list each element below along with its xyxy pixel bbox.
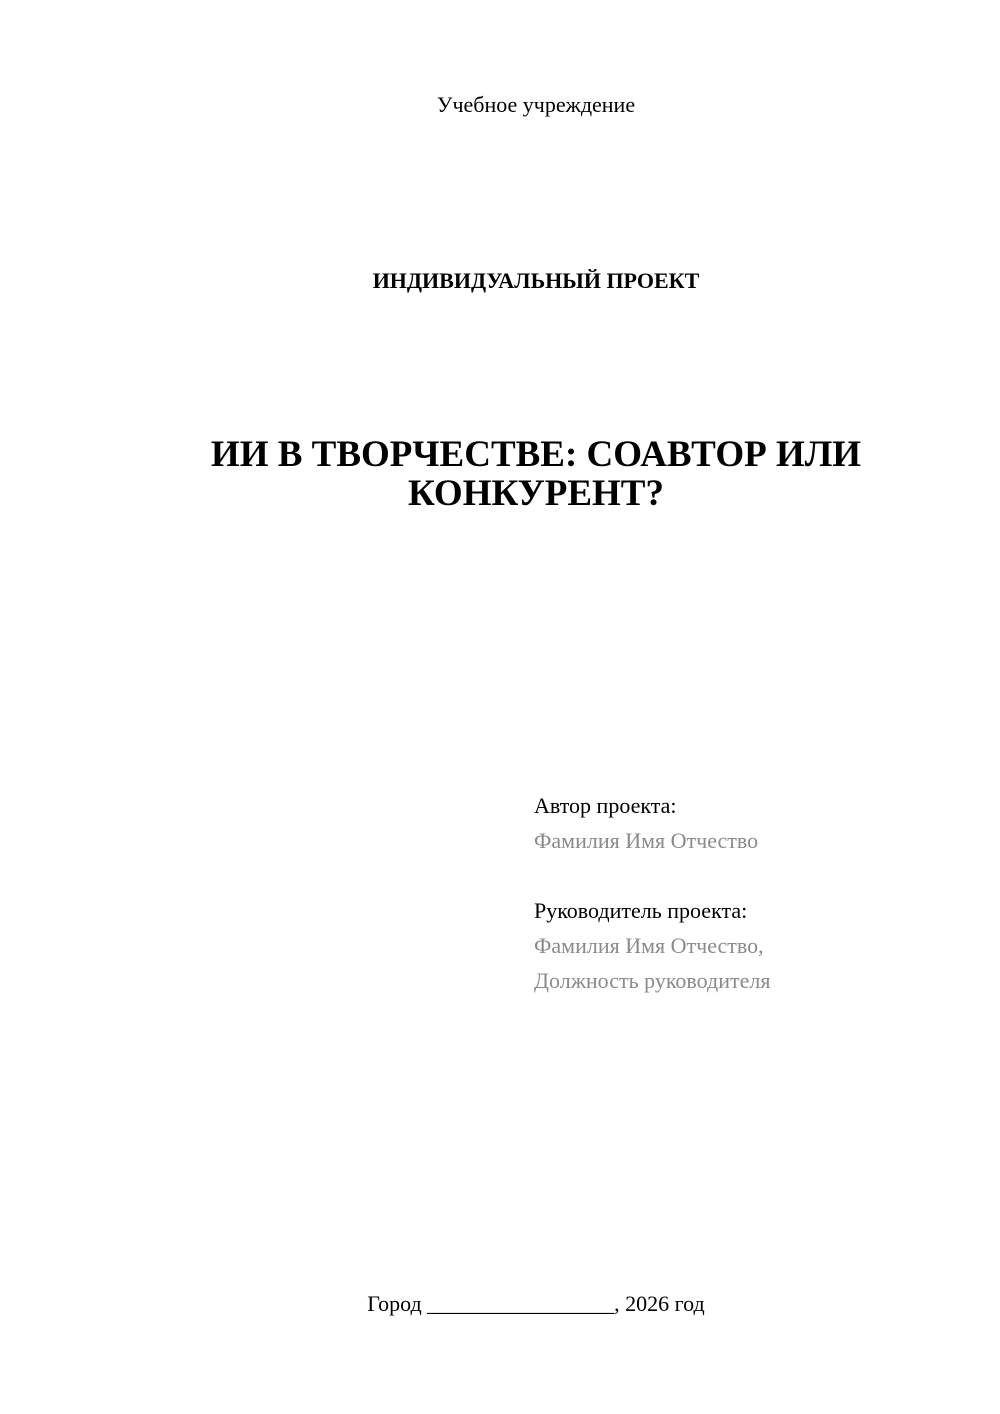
project-info-block: [534, 788, 974, 998]
document-title: [0, 435, 1000, 513]
city-year-footer: Город _________________, 2026 год: [367, 1291, 705, 1316]
info-spacer: [534, 858, 974, 893]
supervisor-position: Должность руководителя: [534, 968, 771, 993]
supervisor-label: Руководитель проекта:: [534, 898, 748, 923]
institution-name: Учебное учреждение: [436, 92, 636, 117]
title-line-1: ИИ В ТВОРЧЕСТВЕ: СОАВТОР ИЛИ: [210, 434, 862, 475]
supervisor-name: Фамилия Имя Отчество,: [534, 933, 764, 958]
project-type-heading: ИНДИВИДУАЛЬНЫЙ ПРОЕКТ: [372, 268, 700, 293]
author-label: Автор проекта:: [534, 793, 677, 818]
author-name: Фамилия Имя Отчество: [534, 828, 759, 853]
title-line-2: КОНКУРЕНТ?: [408, 473, 664, 514]
